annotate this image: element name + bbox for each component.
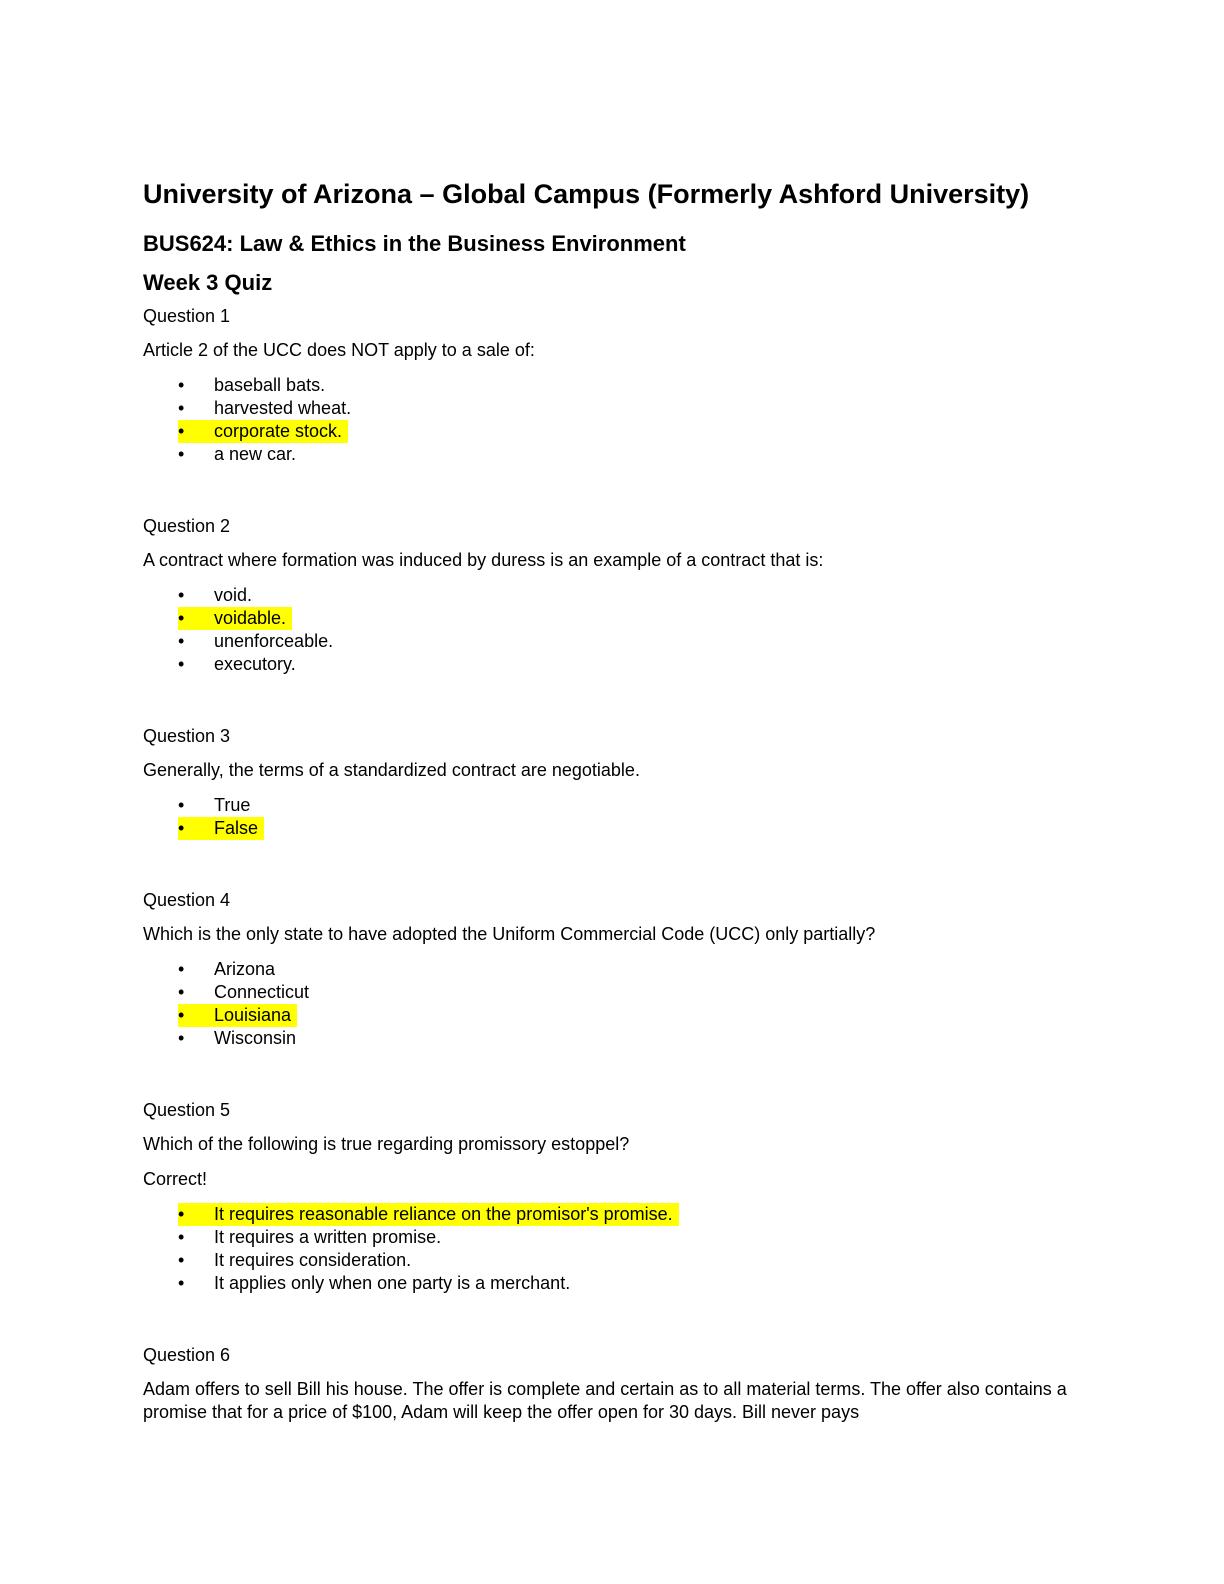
option-text: • It applies only when one party is a merchant. <box>178 1272 570 1295</box>
question-label: Question 6 <box>143 1345 231 1365</box>
option-text: • Wisconsin <box>178 1027 296 1050</box>
highlighted-answer: • corporate stock. <box>178 420 348 443</box>
question-4 <box>143 888 1083 1050</box>
question-text: Article 2 of the UCC does NOT apply to a sale of: <box>143 340 535 360</box>
question-label: Question 2 <box>143 516 231 536</box>
option-text: • It requires a written promise. <box>178 1226 441 1249</box>
option-item <box>178 794 1083 817</box>
option-text: • unenforceable. <box>178 630 333 653</box>
question-1 <box>143 304 1083 466</box>
quiz-title: Week 3 Quiz <box>143 270 273 295</box>
question-text: Which is the only state to have adopted the Uniform Commercial Code (UCC) only partially? <box>143 924 876 944</box>
answer-options <box>143 1203 1083 1295</box>
option-item <box>178 1272 1083 1295</box>
answer-options <box>143 794 1083 840</box>
question-text: Generally, the terms of a standardized contract are negotiable. <box>143 760 640 780</box>
course-title: BUS624: Law & Ethics in the Business Environment <box>143 231 686 256</box>
question-text: A contract where formation was induced by duress is an example of a contract that is: <box>143 550 824 570</box>
answer-options <box>143 958 1083 1050</box>
question-label: Question 4 <box>143 890 231 910</box>
correct-note: Correct! <box>143 1169 208 1189</box>
question-3 <box>143 724 1083 840</box>
question-text: Adam offers to sell Bill his house. The offer is complete and certain as to all material terms. The offer also contains a promise that for a price of $100, Adam will keep the offer open for 30 days. Bill never pays <box>143 1379 1067 1422</box>
option-item <box>178 584 1083 607</box>
option-item <box>178 630 1083 653</box>
answer-options <box>143 584 1083 676</box>
option-item-selected <box>178 607 1083 630</box>
option-text: • True <box>178 794 250 817</box>
question-2 <box>143 514 1083 676</box>
question-text: Which of the following is true regarding promissory estoppel? <box>143 1134 630 1154</box>
option-item <box>178 374 1083 397</box>
highlighted-answer: • voidable. <box>178 607 292 630</box>
option-text: • Connecticut <box>178 981 309 1004</box>
highlighted-answer: • Louisiana <box>178 1004 297 1027</box>
document-page <box>143 172 1083 1424</box>
document-title: University of Arizona – Global Campus (Formerly Ashford University) <box>143 179 1030 209</box>
option-item <box>178 653 1083 676</box>
option-text: • Arizona <box>178 958 275 981</box>
option-text: • a new car. <box>178 443 296 466</box>
option-text: • void. <box>178 584 252 607</box>
option-item-selected <box>178 1004 1083 1027</box>
option-item <box>178 443 1083 466</box>
option-item <box>178 1249 1083 1272</box>
option-text: • harvested wheat. <box>178 397 351 420</box>
question-label: Question 1 <box>143 306 231 326</box>
highlighted-answer: • False <box>178 817 264 840</box>
option-item <box>178 397 1083 420</box>
question-5 <box>143 1098 1083 1295</box>
option-text: • baseball bats. <box>178 374 325 397</box>
question-label: Question 3 <box>143 726 231 746</box>
question-6 <box>143 1343 1083 1424</box>
option-text: • It requires consideration. <box>178 1249 411 1272</box>
answer-options <box>143 374 1083 466</box>
option-item-selected <box>178 1203 1083 1226</box>
option-item <box>178 1027 1083 1050</box>
option-item <box>178 1226 1083 1249</box>
option-item-selected <box>178 817 1083 840</box>
option-item <box>178 981 1083 1004</box>
option-item-selected <box>178 420 1083 443</box>
highlighted-answer: • It requires reasonable reliance on the promisor's promise. <box>178 1203 679 1226</box>
option-text: • executory. <box>178 653 296 676</box>
question-label: Question 5 <box>143 1100 231 1120</box>
option-item <box>178 958 1083 981</box>
